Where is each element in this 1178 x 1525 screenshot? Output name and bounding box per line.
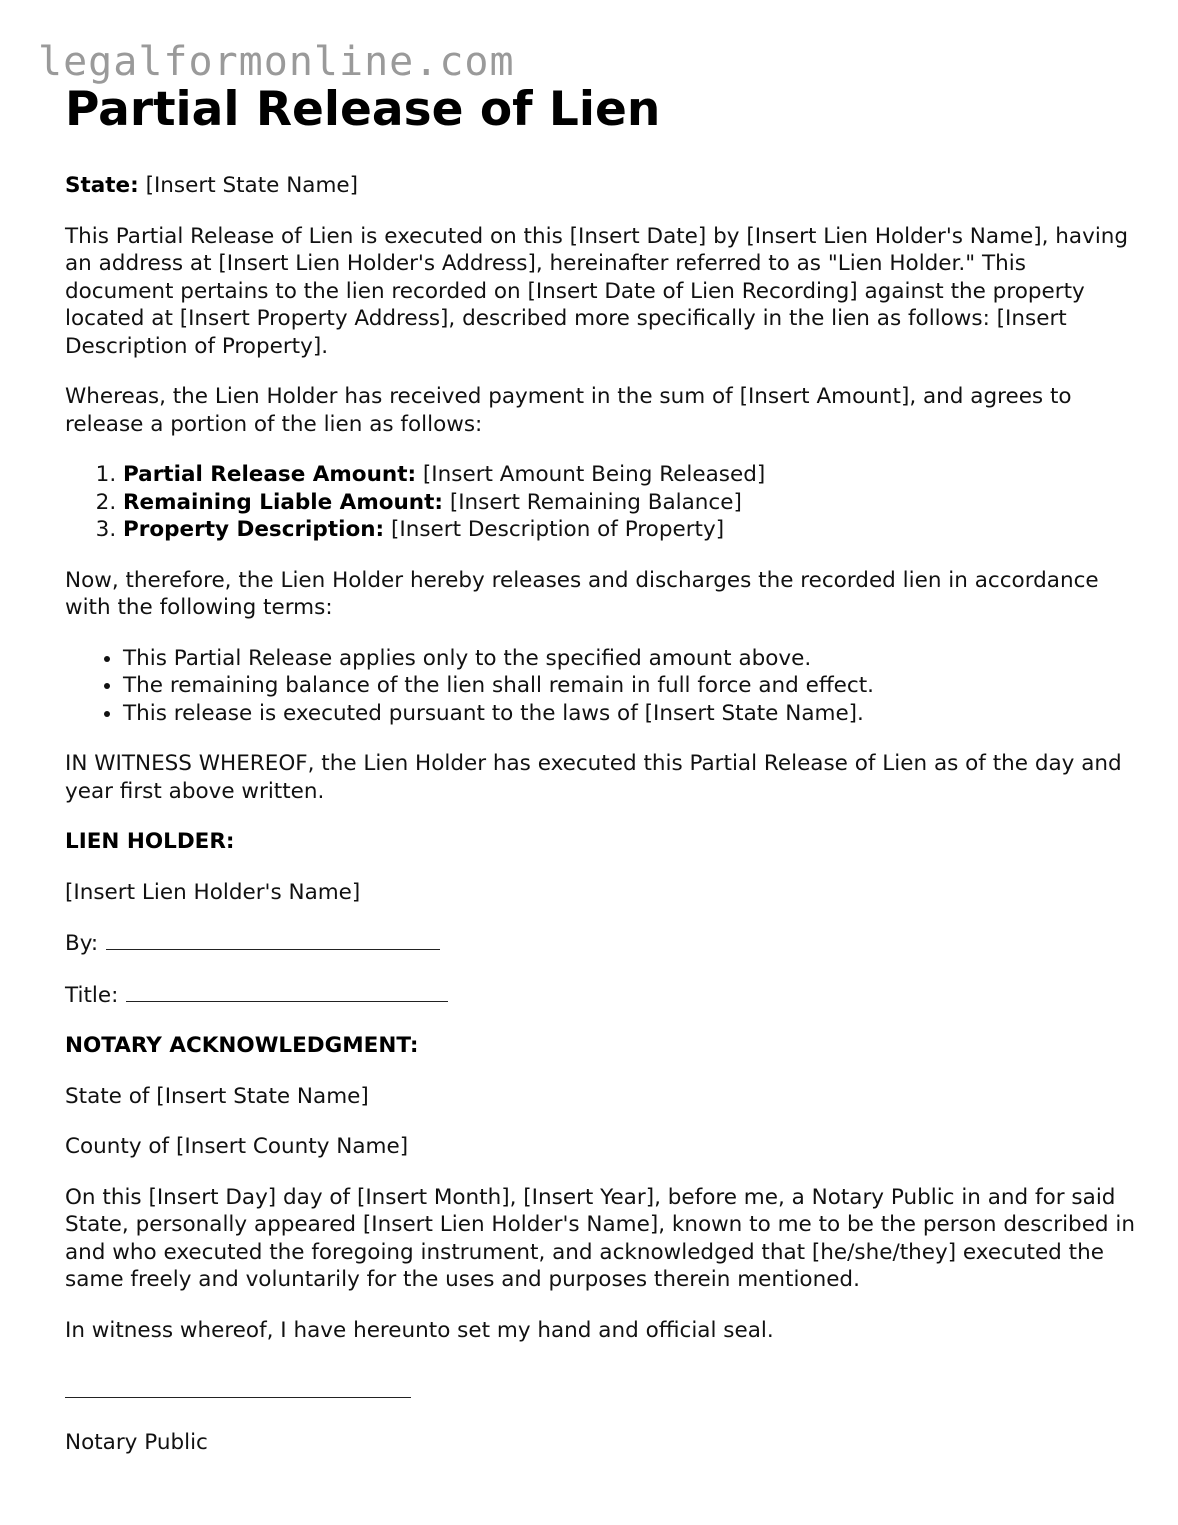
list-item: • This Partial Release applies only to the specified amount above. [123,645,1135,673]
release-items-list [65,461,1135,544]
witness-paragraph: IN WITNESS WHEREOF, the Lien Holder has executed this Partial Release of Lien as of the day and year first above written. [65,751,1122,804]
notary-heading-text: NOTARY ACKNOWLEDGMENT: [65,1033,419,1058]
by-label: By: [65,931,99,956]
notary-state-line: State of [Insert State Name] [65,1083,369,1109]
notary-signature-blank[interactable] [65,1377,411,1398]
state-label: State: [65,173,139,198]
lien-holder-heading [65,828,1135,856]
list-item: • This release is executed pursuant to the laws of [Insert State Name]. [123,700,1135,728]
title-label: Title: [65,982,119,1008]
state-value: [Insert State Name] [145,173,359,198]
lien-holder-heading-text: LIEN HOLDER: [65,829,235,854]
notary-signature-label: Notary Public [65,1429,208,1455]
now-therefore-paragraph: Now, therefore, the Lien Holder hereby releases and discharges the recorded lien in accordance with the following terms: [65,567,1099,620]
notary-county-line: County of [Insert County Name] [65,1134,409,1159]
list-item [123,516,1135,544]
release-item-label: Property Description: [123,517,385,542]
notary-seal-line: In witness whereof, I have hereunto set my hand and official seal. [65,1317,774,1343]
watermark: legalformonline.com [38,39,515,85]
title-signature-line [65,981,1135,1010]
notary-acknowledgment: On this [Insert Day] day of [Insert Month], [Insert Year], before me, a Notary Public in and for said State, personally appeared [Insert Lien Holder's Name], known to me to be the person described in and who executed the foregoing instrument, and acknowledged that [he/she/they] executed the same freely and voluntarily for the uses and purposes therein mentioned. [65,1184,1136,1292]
by-signature-line [65,929,1135,958]
by-signature-blank[interactable] [106,929,440,950]
lien-holder-name: [Insert Lien Holder's Name] [65,879,361,905]
intro-paragraph: This Partial Release of Lien is executed on this [Insert Date] by [Insert Lien Holder's Name], having an address at [Insert Lien Holder's Address], hereinafter referred to as "Lien Holder." This document pertains to the lien recorded on [Insert Date of Lien Recording] against the property located at [Insert Property Address], described more specifically in the lien as follows: [Insert Description of Property]. [65,223,1129,359]
list-item [123,461,1135,489]
release-item-label: Partial Release Amount: [123,462,417,487]
release-item-value: [Insert Amount Being Released] [422,462,766,487]
release-item-value: [Insert Description of Property] [390,517,725,542]
document-title: Partial Release of Lien [65,82,661,137]
document-body [65,82,1135,1479]
notary-heading [65,1032,1135,1060]
terms-list [65,645,1135,728]
list-item: • The remaining balance of the lien shall remain in full force and effect. [123,672,1135,700]
state-line [65,172,1135,200]
release-item-value: [Insert Remaining Balance] [449,489,742,515]
release-item-label: Remaining Liable Amount: [123,489,443,515]
title-signature-blank[interactable] [126,981,448,1002]
notary-signature-block [65,1367,1135,1406]
whereas-paragraph: Whereas, the Lien Holder has received payment in the sum of [Insert Amount], and agrees to release a portion of the lien as follows: [65,384,1072,437]
list-item [123,489,1135,517]
